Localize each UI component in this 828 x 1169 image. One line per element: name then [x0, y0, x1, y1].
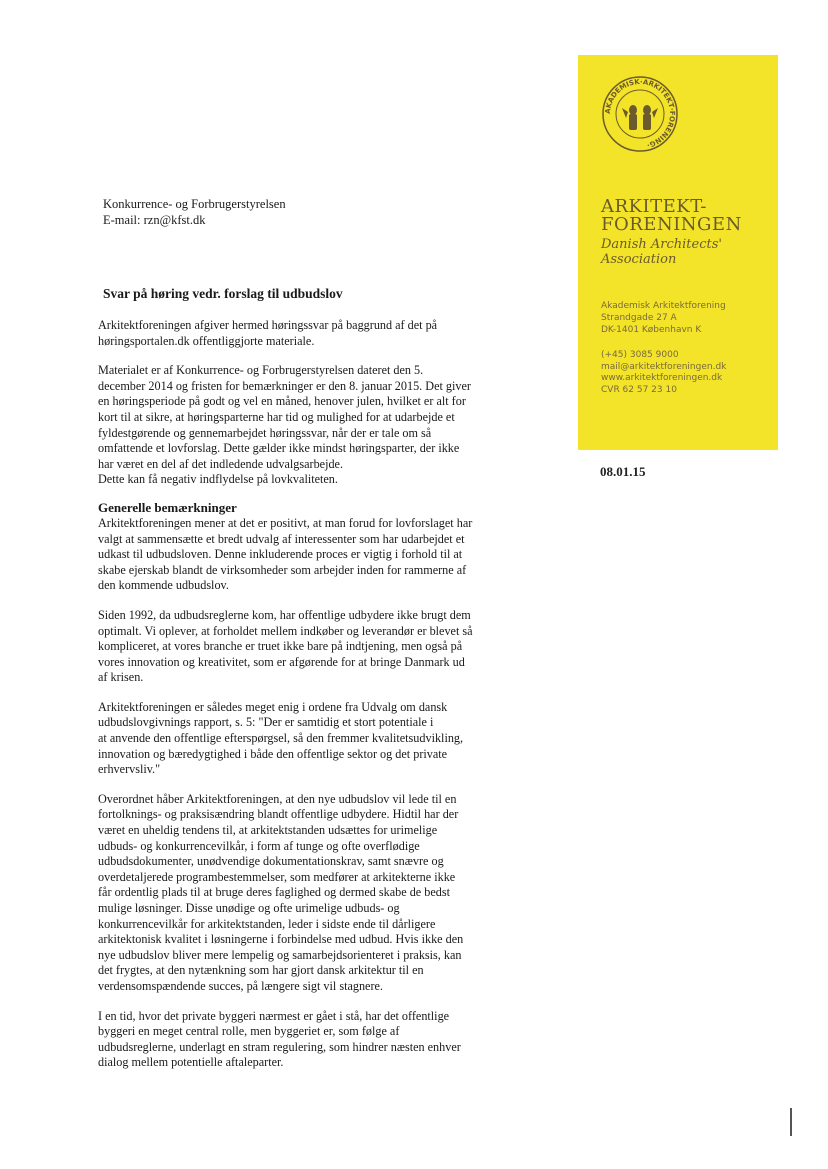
body-paragraph: I en tid, hvor det private byggeri nærmest er gået i stå, har det offentlige byggeri en meget central rolle, men byggeriet er, som følge af udbudsreglerne, underlagt en stram regulering, som hindrer næsten enhver dialog mellem potentielle aftaleparter.: [98, 1008, 461, 1070]
body-paragraph: Materialet er af Konkurrence- og Forbrugerstyrelsen dateret den 5. december 2014 og fristen for bemærkninger er den 8. januar 2015. Det giver en høringsperiode på godt og vel en måned, henover julen, hvilket er alt for kort til at sikre, at høringsparterne har tid og mulighed for at udarbejde et fyldestgørende og gennemarbejdet høringssvar, når der er tale om så omfattende et lovforslag. Dette gælder ikke mindst høringsparter, der ikke har været en del af det indledende udvalgsarbejde. Dette kan få negativ indflydelse på lovkvaliteten.: [98, 363, 471, 487]
website-line: www.arkitektforeningen.dk: [601, 373, 723, 383]
recipient-email: E-mail: rzn@kfst.dk: [103, 213, 206, 227]
letter-date: 08.01.15: [600, 464, 646, 479]
recipient-name: Konkurrence- og Forbrugerstyrelsen: [103, 197, 286, 211]
brand-subtitle-line: Association: [601, 252, 677, 267]
scan-edge-mark: [790, 1108, 792, 1136]
cvr-line: CVR 62 57 23 10: [601, 384, 677, 395]
address-line: Strandgade 27 A: [601, 313, 677, 323]
body-paragraph: Siden 1992, da udbudsreglerne kom, har offentlige udbydere ikke brugt dem optimalt. Vi oplever, at forholdet mellem indkøber og leverandør er blevet så kompliceret, at vores branche er truet ikke bare på indtjening, men også på vores innovation og kreativitet, som er afgørende for at bringe Danmark ud af krisen.: [98, 607, 473, 685]
address-line: Akademisk Arkitektforening: [601, 301, 726, 311]
letter-subject: Svar på høring vedr. forslag til udbudslov: [103, 286, 343, 301]
brand-name: [601, 198, 742, 234]
address-line: DK-1401 København K: [601, 325, 702, 335]
association-seal-logo: [600, 74, 680, 154]
body-paragraph: Overordnet håber Arkitektforeningen, at den nye udbudslov vil lede til en fortolknings- og praksisændring blandt offentlige udbydere. Hidtil har der været en uheldig tendens til, at arkitektstanden udsættes for urimelige udbuds- og konkurrencevilkår, i form af tunge og ofte overflødige udbudsdokumenter, unødvendige dokumentationskrav, samt snævre og overdetaljerede programbestemmelser, som medfører at arkitekterne ikke får ordentlig plads til at bruge deres faglighed og dermed skabe de bedst mulige løsninger. Disse unødige og ofte urimelige udbuds- og konkurrencevilkår for arkitektstanden, leder i sidste ende til dårligere arkitektonisk kvalitet i løsningerne i forbindelse med udbud. Hvis ikke den nye udbudslov bliver mere lempelig og samarbejdsorienteret i praksis, kan det frygtes, at den nytænkning som har gjort dansk arkitektur til en verdensomspændende succes, på længere sigt vil stagnere.: [98, 791, 464, 993]
letterhead-address: [601, 300, 726, 336]
brand-subtitle: [601, 237, 722, 267]
letterhead-contact: [601, 350, 726, 396]
brand-subtitle-line: Danish Architects': [601, 237, 722, 252]
body-paragraph: Arkitektforeningen mener at det er positivt, at man forud for lovforslaget har valgt at sammensætte et bredt udvalg af interessenter som har udarbejdet et udkast til udbudsloven. Denne inkluderende proces er vigtig i forhold til at skabe ejerskab blandt de virksomheder som arbejder inden for rammerne af den kommende udbudslov.: [98, 515, 473, 593]
phone-line: (+45) 3085 9000: [601, 350, 679, 360]
body-paragraph: Arkitektforeningen afgiver hermed høringssvar på baggrund af det på høringsportalen.dk offentliggjorte materiale.: [98, 318, 438, 348]
brand-name-line: FORENINGEN: [601, 214, 742, 235]
letter-body: [98, 318, 530, 1085]
brand-name-line: ARKITEKT-: [601, 196, 707, 217]
svg-text:AKADEMISK·ARKITEKT·FORENING·: AKADEMISK·ARKITEKT·FORENING·: [603, 77, 677, 150]
section-heading: Generelle bemærkninger: [98, 499, 237, 515]
recipient-block: [103, 196, 286, 228]
body-paragraph: Arkitektforeningen er således meget enig i ordene fra Udvalg om dansk udbudslovgivnings rapport, s. 5: "Der er samtidig et stort potentiale i at anvende den offentlige efterspørgsel, så den fremmer kvalitetsudvikling, innovation og bæredygtighed i både den offentlige sektor og det private erhvervsliv.": [98, 699, 464, 777]
email-line: mail@arkitektforeningen.dk: [601, 361, 727, 372]
